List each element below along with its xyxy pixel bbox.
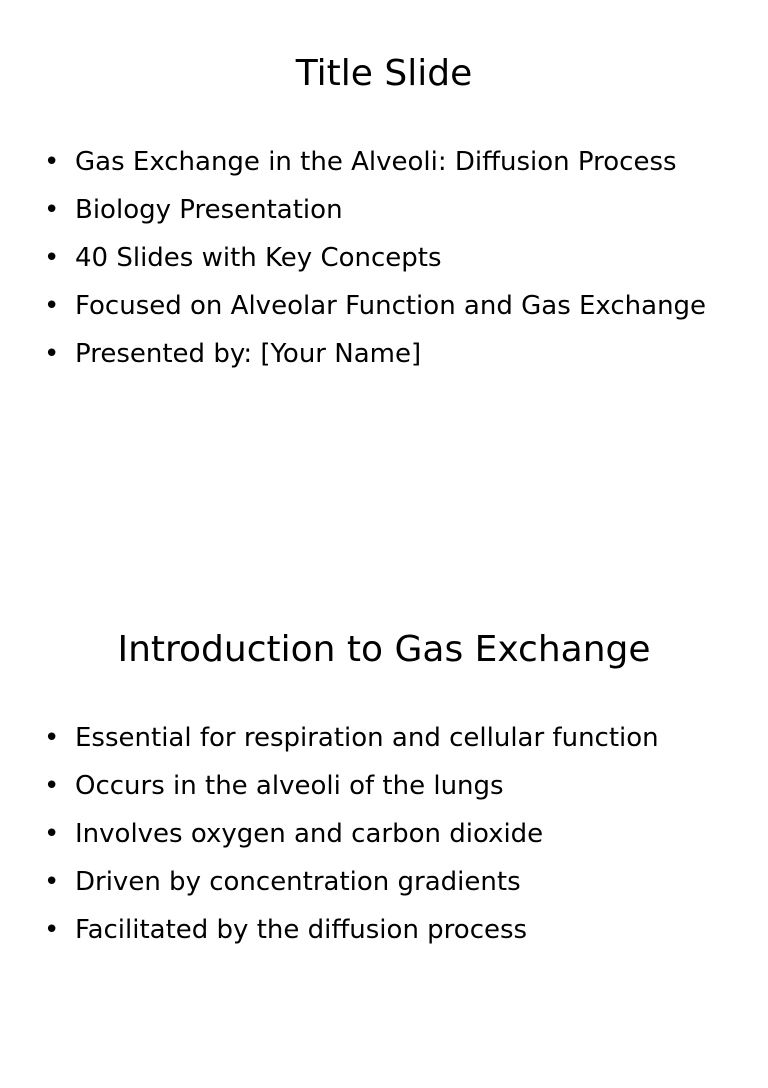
list-item [44, 190, 734, 230]
bullet-icon: • [44, 915, 60, 945]
slide-2 [0, 576, 768, 1088]
slide-title: Title Slide [295, 53, 473, 94]
bullet-icon: • [44, 723, 60, 753]
bullet-text: 40 Slides with Key Concepts [75, 243, 442, 273]
slide-1 [0, 0, 768, 512]
list-item [44, 142, 734, 182]
bullet-icon: • [44, 867, 60, 897]
bullet-text: Essential for respiration and cellular function [75, 723, 659, 753]
list-item [44, 862, 734, 902]
bullet-icon: • [44, 771, 60, 801]
bullet-text: Facilitated by the diffusion process [75, 915, 528, 945]
bullet-text: Involves oxygen and carbon dioxide [75, 819, 544, 849]
bullet-text: Driven by concentration gradients [75, 867, 521, 897]
bullet-text: Gas Exchange in the Alveoli: Diffusion Process [75, 147, 677, 177]
bullet-text: Biology Presentation [75, 195, 343, 225]
bullet-icon: • [44, 147, 60, 177]
bullet-text: Presented by: [Your Name] [75, 339, 422, 369]
bullet-icon: • [44, 819, 60, 849]
bullet-icon: • [44, 339, 60, 369]
bullet-icon: • [44, 195, 60, 225]
bullet-text: Focused on Alveolar Function and Gas Exchange [75, 291, 707, 321]
list-item [44, 814, 734, 854]
bullet-icon: • [44, 243, 60, 273]
bullet-text: Occurs in the alveoli of the lungs [75, 771, 504, 801]
list-item [44, 238, 734, 278]
bullet-icon: • [44, 291, 60, 321]
list-item [44, 718, 734, 758]
list-item [44, 286, 734, 326]
bullet-list [44, 142, 734, 382]
list-item [44, 334, 734, 374]
slide-title: Introduction to Gas Exchange [117, 629, 651, 670]
list-item [44, 910, 734, 950]
list-item [44, 766, 734, 806]
bullet-list [44, 718, 734, 958]
